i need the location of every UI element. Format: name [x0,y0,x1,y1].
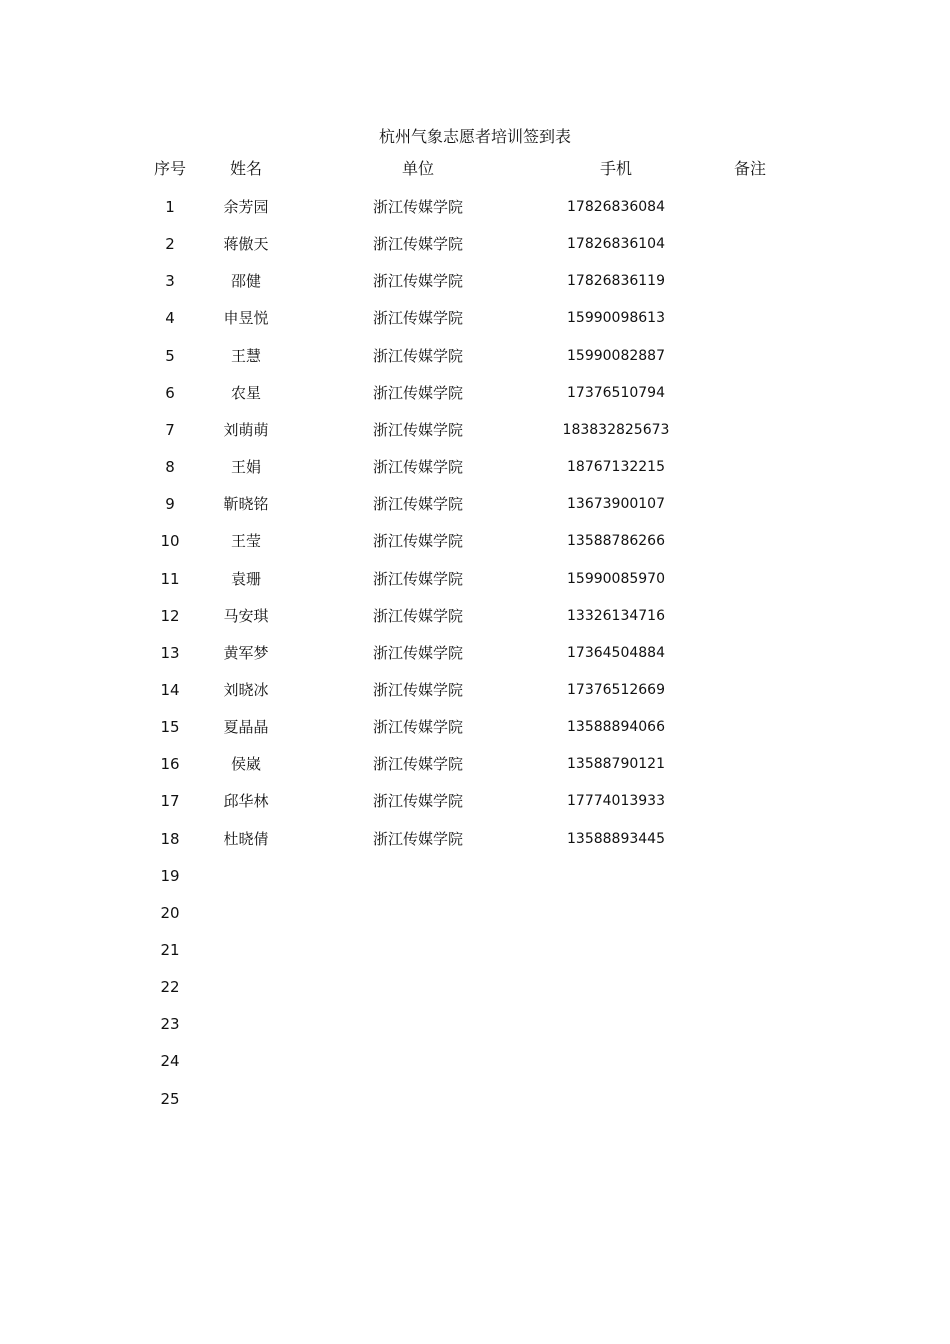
cell-unit: 浙江传媒学院 [372,755,463,773]
cell-name: 申昱悦 [223,309,269,327]
cell-name: 侯崴 [230,755,261,773]
cell-phone: 183832825673 [562,422,670,438]
table-row [0,381,950,405]
table-row [0,827,950,851]
cell-unit: 浙江传媒学院 [372,681,463,699]
cell-unit: 浙江传媒学院 [372,421,463,439]
table-row [0,864,950,888]
cell-unit: 浙江传媒学院 [372,309,463,327]
table-row [0,344,950,368]
cell-phone: 15990085970 [567,571,665,587]
cell-phone: 17376512669 [567,682,665,698]
cell-phone: 17826836084 [567,199,665,215]
table-row [0,306,950,330]
cell-phone: 15990098613 [567,310,665,326]
cell-seq: 16 [160,755,180,773]
cell-phone: 13588893445 [567,831,665,847]
cell-unit: 浙江传媒学院 [372,718,463,736]
cell-seq: 19 [160,867,180,885]
cell-phone: 13326134716 [567,608,665,624]
cell-phone: 15990082887 [567,348,665,364]
cell-seq: 1 [165,198,175,216]
table-row [0,529,950,553]
header-phone: 手机 [599,159,632,178]
table-row [0,641,950,665]
table-row [0,232,950,256]
cell-name: 王莹 [230,532,261,550]
cell-unit: 浙江传媒学院 [372,235,463,253]
cell-name: 杜晓倩 [223,830,269,848]
table-header-row [0,157,950,181]
cell-unit: 浙江传媒学院 [372,570,463,588]
cell-seq: 23 [160,1015,180,1033]
cell-unit: 浙江传媒学院 [372,830,463,848]
table-row [0,715,950,739]
table-row [0,1012,950,1036]
cell-seq: 9 [165,495,175,513]
table-row [0,901,950,925]
table-row [0,678,950,702]
cell-unit: 浙江传媒学院 [372,272,463,290]
cell-unit: 浙江传媒学院 [372,198,463,216]
table-row [0,492,950,516]
table-row [0,604,950,628]
cell-seq: 8 [165,458,175,476]
cell-seq: 24 [160,1052,180,1070]
cell-seq: 7 [165,421,175,439]
header-seq: 序号 [153,159,186,178]
cell-seq: 25 [160,1090,180,1108]
cell-phone: 13673900107 [567,496,665,512]
cell-phone: 17826836119 [567,273,665,289]
cell-phone: 13588790121 [567,756,665,772]
cell-name: 余芳园 [223,198,269,216]
header-name: 姓名 [229,159,262,178]
cell-seq: 10 [160,532,180,550]
cell-phone: 17364504884 [567,645,665,661]
cell-seq: 20 [160,904,180,922]
cell-seq: 13 [160,644,180,662]
cell-unit: 浙江传媒学院 [372,347,463,365]
table-row [0,195,950,219]
table-row [0,418,950,442]
cell-name: 王慧 [230,347,261,365]
table-row [0,789,950,813]
cell-seq: 21 [160,941,180,959]
header-note: 备注 [733,159,766,178]
cell-seq: 11 [160,570,180,588]
cell-phone: 13588786266 [567,533,665,549]
table-row [0,1087,950,1111]
cell-seq: 14 [160,681,180,699]
cell-name: 刘晓冰 [223,681,269,699]
cell-seq: 5 [165,347,175,365]
cell-phone: 13588894066 [567,719,665,735]
cell-phone: 17826836104 [567,236,665,252]
cell-name: 马安琪 [223,607,269,625]
table-row [0,269,950,293]
page-title: 杭州气象志愿者培训签到表 [378,127,571,146]
cell-name: 王娟 [230,458,261,476]
cell-phone: 17774013933 [567,793,665,809]
cell-seq: 2 [165,235,175,253]
cell-unit: 浙江传媒学院 [372,458,463,476]
table-row [0,1049,950,1073]
table-row [0,975,950,999]
cell-name: 邵健 [230,272,261,290]
cell-seq: 18 [160,830,180,848]
table-row [0,752,950,776]
cell-seq: 15 [160,718,180,736]
cell-seq: 4 [165,309,175,327]
cell-unit: 浙江传媒学院 [372,495,463,513]
cell-name: 黄军梦 [223,644,269,662]
table-row [0,567,950,591]
cell-name: 蒋傲天 [223,235,269,253]
cell-unit: 浙江传媒学院 [372,607,463,625]
table-row [0,938,950,962]
cell-unit: 浙江传媒学院 [372,384,463,402]
cell-seq: 6 [165,384,175,402]
cell-name: 夏晶晶 [223,718,269,736]
cell-seq: 22 [160,978,180,996]
cell-name: 袁珊 [230,570,261,588]
cell-unit: 浙江传媒学院 [372,644,463,662]
table-row [0,455,950,479]
cell-seq: 17 [160,792,180,810]
cell-unit: 浙江传媒学院 [372,532,463,550]
cell-unit: 浙江传媒学院 [372,792,463,810]
cell-name: 邱华林 [223,792,269,810]
cell-phone: 17376510794 [567,385,665,401]
cell-name: 农星 [230,384,261,402]
cell-name: 刘萌萌 [223,421,269,439]
cell-seq: 12 [160,607,180,625]
cell-phone: 18767132215 [567,459,665,475]
cell-name: 靳晓铭 [223,495,269,513]
header-unit: 单位 [401,159,434,178]
cell-seq: 3 [165,272,175,290]
